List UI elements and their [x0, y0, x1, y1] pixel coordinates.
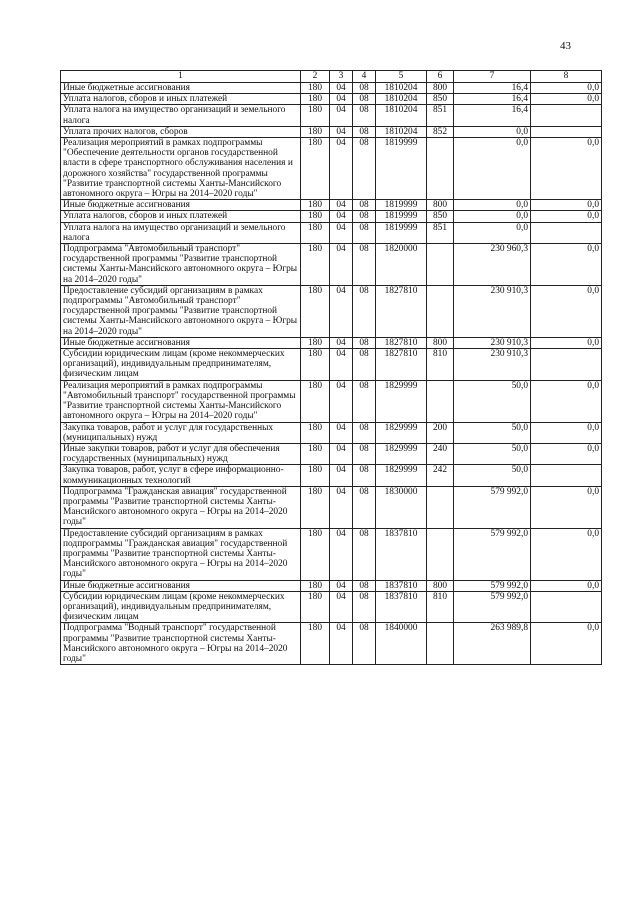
row-expense-type-cell — [427, 285, 454, 337]
row-code-cell: 180 — [301, 380, 330, 422]
row-expense-type-cell: 810 — [427, 349, 454, 381]
table-row — [61, 380, 602, 422]
row-target-cell: 1829999 — [376, 443, 427, 464]
row-target-cell: 1819999 — [376, 222, 427, 243]
row-amount-cell: 16,4 — [454, 94, 531, 105]
row-target-cell: 1819999 — [376, 138, 427, 200]
row-subsection-cell: 08 — [353, 105, 376, 126]
row-section-cell: 04 — [330, 105, 353, 126]
row-amount-cell: 0,0 — [454, 138, 531, 200]
row-subsection-cell: 08 — [353, 222, 376, 243]
row-name-cell: Уплата прочих налогов, сборов — [61, 126, 301, 137]
header-cell-7: 7 — [454, 71, 531, 83]
row-section-cell: 04 — [330, 83, 353, 94]
row-code-cell: 180 — [301, 94, 330, 105]
row-expense-type-cell: 850 — [427, 94, 454, 105]
row-target-cell: 1837810 — [376, 591, 427, 623]
row-subsection-cell: 08 — [353, 528, 376, 580]
row-subsection-cell: 08 — [353, 337, 376, 348]
row-code-cell: 180 — [301, 349, 330, 381]
row-section-cell: 04 — [330, 528, 353, 580]
row-name-cell: Уплата налога на имущество организаций и земельного налога — [61, 105, 301, 126]
row-subvention-cell — [531, 465, 602, 486]
header-cell-2: 2 — [301, 71, 330, 83]
row-section-cell: 04 — [330, 465, 353, 486]
row-section-cell: 04 — [330, 380, 353, 422]
row-subsection-cell: 08 — [353, 465, 376, 486]
table-row — [61, 222, 602, 243]
table-row — [61, 580, 602, 591]
row-code-cell: 180 — [301, 623, 330, 665]
row-target-cell: 1810204 — [376, 105, 427, 126]
row-amount-cell: 50,0 — [454, 422, 531, 443]
row-expense-type-cell: 851 — [427, 105, 454, 126]
table-row — [61, 528, 602, 580]
row-name-cell: Иные закупки товаров, работ и услуг для обеспечения государственных (муниципальных) нужд — [61, 443, 301, 464]
row-amount-cell: 16,4 — [454, 105, 531, 126]
row-subsection-cell: 08 — [353, 580, 376, 591]
row-expense-type-cell: 242 — [427, 465, 454, 486]
table-row — [61, 244, 602, 286]
row-subvention-cell: 0,0 — [531, 83, 602, 94]
row-name-cell: Иные бюджетные ассигнования — [61, 337, 301, 348]
row-amount-cell: 50,0 — [454, 443, 531, 464]
header-row — [61, 71, 602, 83]
row-code-cell: 180 — [301, 486, 330, 528]
row-subsection-cell: 08 — [353, 349, 376, 381]
row-subvention-cell: 0,0 — [531, 528, 602, 580]
row-subvention-cell: 0,0 — [531, 623, 602, 665]
row-subsection-cell: 08 — [353, 83, 376, 94]
row-name-cell: Уплата налога на имущество организаций и земельного налога — [61, 222, 301, 243]
table-row — [61, 465, 602, 486]
row-amount-cell: 50,0 — [454, 380, 531, 422]
page-number: 43 — [560, 40, 571, 52]
header-cell-8: 8 — [531, 71, 602, 83]
row-section-cell: 04 — [330, 580, 353, 591]
row-code-cell: 180 — [301, 222, 330, 243]
row-expense-type-cell — [427, 138, 454, 200]
row-target-cell: 1830000 — [376, 486, 427, 528]
row-subsection-cell: 08 — [353, 380, 376, 422]
row-target-cell: 1819999 — [376, 200, 427, 211]
row-name-cell: Подпрограмма "Гражданская авиация" государственной программы "Развитие транспортной системы Ханты-Мансийского автономного округа – Югры на 2014–2020 годы" — [61, 486, 301, 528]
row-section-cell: 04 — [330, 443, 353, 464]
row-expense-type-cell — [427, 528, 454, 580]
table-row — [61, 422, 602, 443]
table-body — [61, 83, 602, 665]
row-subvention-cell: 0,0 — [531, 244, 602, 286]
header-cell-5: 5 — [376, 71, 427, 83]
row-amount-cell: 579 992,0 — [454, 591, 531, 623]
table-row — [61, 486, 602, 528]
row-section-cell: 04 — [330, 211, 353, 222]
row-subvention-cell — [531, 105, 602, 126]
header-cell-4: 4 — [353, 71, 376, 83]
row-name-cell: Субсидии юридическим лицам (кроме некоммерческих организаций), индивидуальным предпринимателям, физическим лицам — [61, 591, 301, 623]
row-target-cell: 1810204 — [376, 126, 427, 137]
row-name-cell: Реализация мероприятий в рамках подпрограммы "Обеспечение деятельности органов государственной власти в сфере транспортного обслуживания населения и дорожного хозяйства" государственной программы "Развитие транспортной системы Ханты-Мансийского автономного округа – Югры на 2014–2020 годы" — [61, 138, 301, 200]
row-section-cell: 04 — [330, 200, 353, 211]
row-subvention-cell: 0,0 — [531, 138, 602, 200]
row-subvention-cell: 0,0 — [531, 443, 602, 464]
row-expense-type-cell: 810 — [427, 591, 454, 623]
row-name-cell: Субсидии юридическим лицам (кроме некоммерческих организаций), индивидуальным предпринимателям, физическим лицам — [61, 349, 301, 381]
row-code-cell: 180 — [301, 211, 330, 222]
row-section-cell: 04 — [330, 126, 353, 137]
table-row — [61, 591, 602, 623]
table-row — [61, 211, 602, 222]
row-subsection-cell: 08 — [353, 244, 376, 286]
row-name-cell: Предоставление субсидий организациям в рамках подпрограммы "Гражданская авиация" государственной программы "Развитие транспортной системы Ханты-Мансийского автономного округа – Югры на 2014–2020 годы" — [61, 528, 301, 580]
row-amount-cell: 579 992,0 — [454, 580, 531, 591]
row-section-cell: 04 — [330, 422, 353, 443]
row-section-cell: 04 — [330, 244, 353, 286]
row-name-cell: Уплата налогов, сборов и иных платежей — [61, 94, 301, 105]
row-subsection-cell: 08 — [353, 443, 376, 464]
row-section-cell: 04 — [330, 486, 353, 528]
row-name-cell: Иные бюджетные ассигнования — [61, 580, 301, 591]
table-row — [61, 285, 602, 337]
row-code-cell: 180 — [301, 591, 330, 623]
row-amount-cell: 0,0 — [454, 126, 531, 137]
row-subsection-cell: 08 — [353, 422, 376, 443]
row-expense-type-cell: 800 — [427, 580, 454, 591]
row-expense-type-cell: 200 — [427, 422, 454, 443]
header-cell-1: 1 — [61, 71, 301, 83]
row-expense-type-cell — [427, 623, 454, 665]
row-amount-cell: 230 960,3 — [454, 244, 531, 286]
table-row — [61, 200, 602, 211]
row-name-cell: Иные бюджетные ассигнования — [61, 200, 301, 211]
row-name-cell: Реализация мероприятий в рамках подпрограммы "Автомобильный транспорт" государственной программы "Развитие транспортной системы Ханты-Мансийского автономного округа – Югры на 2014–2020 годы" — [61, 380, 301, 422]
row-target-cell: 1810204 — [376, 94, 427, 105]
row-code-cell: 180 — [301, 422, 330, 443]
row-code-cell: 180 — [301, 200, 330, 211]
row-name-cell: Закупка товаров, работ, услуг в сфере информационно-коммуникационных технологий — [61, 465, 301, 486]
row-amount-cell: 16,4 — [454, 83, 531, 94]
row-code-cell: 180 — [301, 126, 330, 137]
header-cell-6: 6 — [427, 71, 454, 83]
row-subvention-cell: 0,0 — [531, 211, 602, 222]
row-amount-cell: 579 992,0 — [454, 486, 531, 528]
row-code-cell: 180 — [301, 528, 330, 580]
row-amount-cell: 0,0 — [454, 211, 531, 222]
row-subvention-cell — [531, 126, 602, 137]
row-subvention-cell: 0,0 — [531, 94, 602, 105]
row-subvention-cell: 0,0 — [531, 200, 602, 211]
row-code-cell: 180 — [301, 465, 330, 486]
row-expense-type-cell: 240 — [427, 443, 454, 464]
row-code-cell: 180 — [301, 337, 330, 348]
table-row — [61, 349, 602, 381]
row-amount-cell: 230 910,3 — [454, 349, 531, 381]
row-target-cell: 1819999 — [376, 211, 427, 222]
row-code-cell: 180 — [301, 580, 330, 591]
row-subvention-cell: 0,0 — [531, 486, 602, 528]
row-code-cell: 180 — [301, 285, 330, 337]
row-subvention-cell — [531, 349, 602, 381]
row-subsection-cell: 08 — [353, 126, 376, 137]
row-subvention-cell: 0,0 — [531, 380, 602, 422]
row-code-cell: 180 — [301, 244, 330, 286]
row-name-cell: Уплата налогов, сборов и иных платежей — [61, 211, 301, 222]
row-subsection-cell: 08 — [353, 200, 376, 211]
row-subvention-cell: 0,0 — [531, 337, 602, 348]
row-section-cell: 04 — [330, 285, 353, 337]
row-expense-type-cell: 800 — [427, 337, 454, 348]
row-section-cell: 04 — [330, 94, 353, 105]
row-target-cell: 1827810 — [376, 337, 427, 348]
row-expense-type-cell: 800 — [427, 200, 454, 211]
header-cell-3: 3 — [330, 71, 353, 83]
table-row — [61, 126, 602, 137]
row-subvention-cell: 0,0 — [531, 285, 602, 337]
row-name-cell: Иные бюджетные ассигнования — [61, 83, 301, 94]
row-code-cell: 180 — [301, 105, 330, 126]
table-row — [61, 623, 602, 665]
row-amount-cell: 50,0 — [454, 465, 531, 486]
row-subvention-cell — [531, 591, 602, 623]
row-code-cell: 180 — [301, 83, 330, 94]
table-row — [61, 83, 602, 94]
row-subsection-cell: 08 — [353, 623, 376, 665]
row-subsection-cell: 08 — [353, 285, 376, 337]
row-amount-cell: 230 910,3 — [454, 337, 531, 348]
row-target-cell: 1837810 — [376, 580, 427, 591]
row-subvention-cell: 0,0 — [531, 580, 602, 591]
row-target-cell: 1827810 — [376, 349, 427, 381]
row-expense-type-cell: 800 — [427, 83, 454, 94]
row-name-cell: Подпрограмма "Водный транспорт" государственной программы "Развитие транспортной системы Ханты-Мансийского автономного округа – Югры на 2014–2020 годы" — [61, 623, 301, 665]
table-row — [61, 443, 602, 464]
budget-table — [60, 70, 602, 665]
row-section-cell: 04 — [330, 138, 353, 200]
row-expense-type-cell: 850 — [427, 211, 454, 222]
row-target-cell: 1829999 — [376, 380, 427, 422]
row-target-cell: 1820000 — [376, 244, 427, 286]
row-amount-cell: 0,0 — [454, 222, 531, 243]
row-section-cell: 04 — [330, 222, 353, 243]
row-target-cell: 1827810 — [376, 285, 427, 337]
row-subsection-cell: 08 — [353, 211, 376, 222]
row-subsection-cell: 08 — [353, 486, 376, 528]
row-expense-type-cell: 851 — [427, 222, 454, 243]
row-section-cell: 04 — [330, 337, 353, 348]
row-section-cell: 04 — [330, 349, 353, 381]
table-row — [61, 94, 602, 105]
row-subsection-cell: 08 — [353, 94, 376, 105]
row-target-cell: 1810204 — [376, 83, 427, 94]
row-code-cell: 180 — [301, 138, 330, 200]
row-subsection-cell: 08 — [353, 591, 376, 623]
row-subsection-cell: 08 — [353, 138, 376, 200]
row-target-cell: 1837810 — [376, 528, 427, 580]
row-expense-type-cell — [427, 244, 454, 286]
row-code-cell: 180 — [301, 443, 330, 464]
row-target-cell: 1829999 — [376, 422, 427, 443]
row-section-cell: 04 — [330, 623, 353, 665]
table-row — [61, 337, 602, 348]
row-expense-type-cell — [427, 380, 454, 422]
row-subvention-cell: 0,0 — [531, 422, 602, 443]
row-amount-cell: 0,0 — [454, 200, 531, 211]
row-section-cell: 04 — [330, 591, 353, 623]
table-row — [61, 105, 602, 126]
row-expense-type-cell — [427, 486, 454, 528]
row-target-cell: 1840000 — [376, 623, 427, 665]
row-name-cell: Закупка товаров, работ и услуг для государственных (муниципальных) нужд — [61, 422, 301, 443]
row-subvention-cell — [531, 222, 602, 243]
row-amount-cell: 579 992,0 — [454, 528, 531, 580]
row-amount-cell: 263 989,8 — [454, 623, 531, 665]
row-expense-type-cell: 852 — [427, 126, 454, 137]
table-row — [61, 138, 602, 200]
row-name-cell: Предоставление субсидий организациям в рамках подпрограммы "Автомобильный транспорт" государственной программы "Развитие транспортной системы Ханты-Мансийского автономного округа – Югры на 2014–2020 годы" — [61, 285, 301, 337]
row-name-cell: Подпрограмма "Автомобильный транспорт" государственной программы "Развитие транспортной системы Ханты-Мансийского автономного округа – Югры на 2014–2020 годы" — [61, 244, 301, 286]
row-target-cell: 1829999 — [376, 465, 427, 486]
row-amount-cell: 230 910,3 — [454, 285, 531, 337]
